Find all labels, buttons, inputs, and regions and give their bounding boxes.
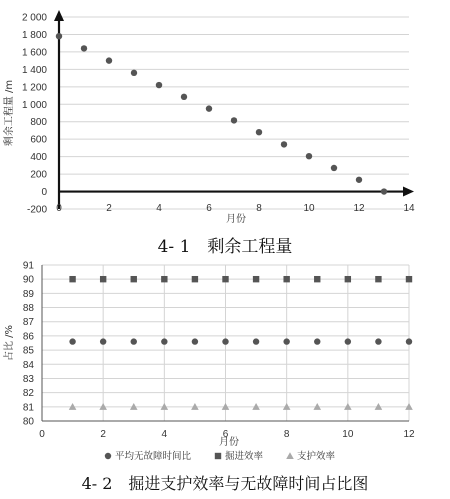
legend-circle-marker — [105, 453, 111, 459]
x-tick-label: 12 — [353, 203, 365, 214]
y-tick-label: 90 — [22, 274, 34, 286]
data-point — [56, 33, 62, 39]
data-point — [181, 94, 187, 100]
circle-data-point — [253, 338, 259, 344]
circle-data-point — [345, 338, 351, 344]
circle-data-point — [192, 338, 198, 344]
y-tick-label: 81 — [22, 402, 34, 414]
y-tick-label: 0 — [41, 187, 47, 199]
y-tick-label: 83 — [22, 373, 34, 385]
data-point — [206, 105, 212, 111]
data-point — [156, 82, 162, 88]
x-tick-label: 12 — [403, 429, 415, 440]
y-tick-label: 89 — [22, 288, 34, 300]
circle-data-point — [131, 338, 137, 344]
square-data-point — [283, 276, 289, 282]
data-point — [281, 141, 287, 147]
data-point — [81, 45, 87, 51]
y-tick-label: 88 — [22, 303, 34, 315]
y-tick-label: 91 — [22, 260, 34, 272]
circle-data-point — [222, 338, 228, 344]
x-tick-label: 6 — [206, 203, 212, 214]
x-tick-label: 10 — [303, 203, 315, 214]
legend-triangle-marker — [286, 452, 294, 459]
y-tick-label: 1 000 — [21, 99, 47, 111]
x-tick-label: 0 — [56, 203, 62, 214]
legend-square-marker — [215, 453, 221, 459]
circle-data-point — [375, 338, 381, 344]
x-tick-label: 0 — [39, 429, 45, 440]
square-data-point — [314, 276, 320, 282]
x-tick-label: 10 — [342, 429, 354, 440]
remaining-work-chart-svg — [0, 0, 450, 228]
square-data-point — [69, 276, 75, 282]
y-tick-label: 800 — [30, 117, 47, 129]
y-tick-label: 600 — [30, 134, 47, 146]
y-tick-label: -200 — [26, 204, 47, 216]
circle-data-point — [161, 338, 167, 344]
data-point — [356, 177, 362, 183]
y-tick-label: 2 000 — [21, 12, 47, 24]
square-data-point — [222, 276, 228, 282]
circle-data-point — [283, 338, 289, 344]
figure-4-1-caption: 4- 1 剩余工程量 — [157, 237, 293, 257]
x-tick-label: 4 — [161, 429, 168, 440]
square-data-point — [131, 276, 137, 282]
remaining-work-chart — [0, 0, 450, 228]
square-data-point — [406, 276, 412, 282]
legend-label: 平均无故障时间比 — [115, 451, 192, 462]
square-data-point — [253, 276, 259, 282]
x-tick-label: 8 — [256, 203, 262, 214]
x-tick-label: 8 — [283, 429, 290, 440]
circle-data-point — [100, 338, 106, 344]
x-tick-label: 4 — [156, 203, 162, 214]
data-point — [306, 153, 312, 159]
x-tick-label: 6 — [222, 429, 229, 440]
x-axis-label: 月份 — [226, 214, 246, 225]
efficiency-chart-svg — [0, 258, 450, 468]
y-tick-label: 1 200 — [21, 82, 47, 94]
y-tick-label: 80 — [22, 416, 34, 428]
x-tick-label: 14 — [403, 203, 415, 214]
y-tick-label: 85 — [22, 345, 34, 357]
efficiency-chart — [0, 258, 450, 468]
legend-label: 掘进效率 — [225, 451, 264, 462]
circle-data-point — [406, 338, 412, 344]
square-data-point — [345, 276, 351, 282]
y-tick-label: 87 — [22, 317, 34, 329]
y-tick-label: 84 — [22, 359, 34, 371]
y-axis-label: 剩余工程量 /m — [4, 79, 15, 147]
y-tick-label: 1 800 — [21, 29, 47, 41]
square-data-point — [100, 276, 106, 282]
circle-data-point — [314, 338, 320, 344]
square-data-point — [375, 276, 381, 282]
data-point — [331, 165, 337, 171]
y-tick-label: 82 — [22, 388, 34, 400]
square-data-point — [161, 276, 167, 282]
circle-data-point — [69, 338, 75, 344]
x-tick-label: 2 — [106, 203, 112, 214]
x-axis-label: 月份 — [219, 437, 239, 448]
square-data-point — [192, 276, 198, 282]
data-point — [256, 129, 262, 135]
y-tick-label: 1 600 — [21, 47, 47, 59]
x-tick-label: 2 — [100, 429, 106, 440]
y-axis-arrow — [54, 10, 64, 21]
data-point — [131, 70, 137, 76]
y-axis-label: 占比 /% — [4, 324, 15, 362]
data-point — [231, 117, 237, 123]
y-tick-label: 1 400 — [21, 64, 47, 76]
y-tick-label: 200 — [30, 169, 47, 181]
x-axis-arrow — [403, 187, 414, 197]
data-point — [106, 57, 112, 63]
data-point — [381, 188, 387, 194]
y-tick-label: 86 — [22, 331, 34, 343]
legend-label: 支护效率 — [297, 451, 336, 462]
figure-4-2-caption: 4- 2 掘进支护效率与无故障时间占比图 — [81, 474, 369, 493]
y-tick-label: 400 — [30, 152, 47, 164]
